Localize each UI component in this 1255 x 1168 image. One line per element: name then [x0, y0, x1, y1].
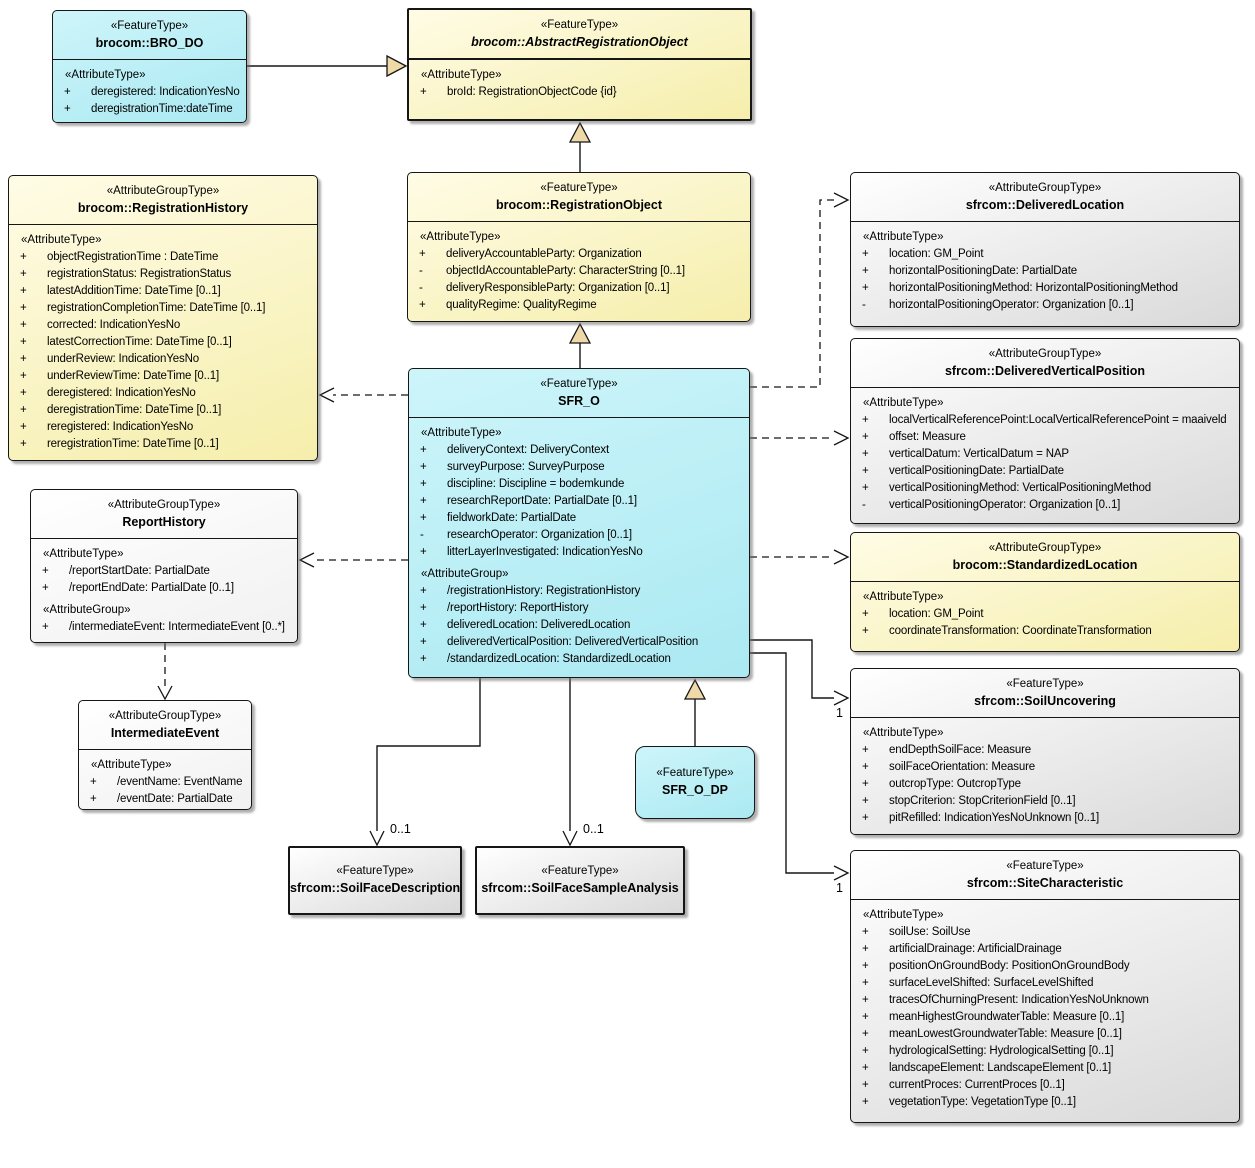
attr-visibility: + — [20, 319, 27, 331]
attr-text: horizontalPositioningDate: PartialDate — [889, 265, 1077, 277]
attr-text: tracesOfChurningPresent: IndicationYesNoUnknown — [889, 994, 1149, 1006]
class-sfr-o[interactable] — [408, 368, 750, 678]
attr-text: /standardizedLocation: StandardizedLocation — [447, 653, 671, 665]
attr-text: meanHighestGroundwaterTable: Measure [0..1] — [889, 1011, 1125, 1023]
attr-text: coordinateTransformation: CoordinateTransformation — [889, 625, 1152, 637]
attr-row — [855, 1026, 1235, 1043]
attr-visibility: + — [420, 461, 427, 473]
attr-visibility: + — [862, 465, 869, 477]
attribute-group-heading: «AttributeGroup» — [43, 604, 131, 616]
class-standardized-location[interactable] — [850, 532, 1240, 652]
class-soil-face-description[interactable] — [288, 846, 462, 915]
attr-text: verticalDatum: VerticalDatum = NAP — [889, 448, 1069, 460]
attr-text: objectRegistrationTime : DateTime — [47, 251, 219, 263]
attr-visibility: + — [862, 1062, 869, 1074]
attr-text: deliveryContext: DeliveryContext — [447, 444, 610, 456]
attr-row — [855, 1077, 1235, 1094]
attr-text: deliveryAccountableParty: Organization — [446, 248, 642, 260]
attr-visibility: + — [862, 248, 869, 260]
dependency-sfro-to-registrationhistory — [320, 388, 408, 402]
attr-row — [35, 563, 293, 580]
attr-text: meanLowestGroundwaterTable: Measure [0..1] — [889, 1028, 1122, 1040]
attr-row — [413, 651, 745, 668]
class-header — [79, 701, 251, 750]
attr-text: /reportEndDate: PartialDate [0..1] — [69, 582, 234, 594]
attr-text: soilUse: SoilUse — [889, 926, 971, 938]
class-attributes — [409, 60, 750, 105]
attr-row — [855, 280, 1235, 297]
attr-row — [13, 283, 313, 300]
attr-text: surveyPurpose: SurveyPurpose — [447, 461, 605, 473]
class-soil-face-sample-analysis[interactable] — [475, 846, 685, 915]
attr-row — [855, 412, 1235, 429]
attr-row — [413, 544, 745, 561]
attr-text: corrected: IndicationYesNo — [47, 319, 181, 331]
attr-row — [855, 941, 1235, 958]
class-attributes — [9, 225, 317, 457]
class-soil-uncovering[interactable] — [850, 668, 1240, 835]
attr-visibility: + — [90, 776, 97, 788]
class-name: brocom::RegistrationHistory — [77, 201, 249, 215]
attr-visibility: + — [862, 795, 869, 807]
attr-visibility: + — [420, 86, 427, 98]
class-name: brocom::StandardizedLocation — [952, 558, 1138, 572]
class-header — [851, 669, 1239, 718]
attr-row — [855, 429, 1235, 446]
attr-visibility: + — [420, 619, 427, 631]
attr-visibility: + — [862, 265, 869, 277]
attr-visibility: + — [862, 282, 869, 294]
attr-visibility: + — [862, 778, 869, 790]
attr-text: verticalPositioningDate: PartialDate — [889, 465, 1064, 477]
attr-visibility: + — [862, 431, 869, 443]
attr-row — [855, 1094, 1235, 1111]
multiplicity-soil-face-sample-analysis: 0..1 — [583, 822, 604, 836]
attr-text: litterLayerInvestigated: IndicationYesNo — [447, 546, 643, 558]
attributes-heading: «AttributeType» — [863, 591, 944, 603]
attr-row — [855, 246, 1235, 263]
attr-row — [855, 606, 1235, 623]
attr-row — [57, 101, 242, 118]
attr-row — [13, 317, 313, 334]
attr-row — [413, 600, 745, 617]
attr-visibility: + — [20, 438, 27, 450]
class-header — [851, 173, 1239, 222]
class-header — [290, 864, 460, 898]
attr-visibility: + — [20, 404, 27, 416]
class-stereotype: «AttributeGroupType» — [106, 185, 220, 197]
attr-text: deliveredLocation: DeliveredLocation — [447, 619, 631, 631]
attr-row — [13, 419, 313, 436]
attr-visibility: + — [20, 336, 27, 348]
attr-row — [855, 263, 1235, 280]
attr-visibility: + — [64, 86, 71, 98]
attr-visibility: + — [20, 421, 27, 433]
class-stereotype: «FeatureType» — [541, 864, 619, 877]
attr-text: localVerticalReferencePoint:LocalVerticalReferencePoint = maaiveld — [889, 414, 1227, 426]
association-sfro-to-sitecharacteristic — [750, 653, 848, 895]
class-header — [31, 490, 297, 539]
class-name: SFR_O — [558, 394, 600, 408]
attr-text: discipline: Discipline = bodemkunde — [447, 478, 625, 490]
generalization-registrationobject-to-abstract — [570, 123, 590, 172]
class-attributes — [851, 900, 1239, 1115]
attr-visibility: + — [420, 653, 427, 665]
class-sfr-o-dp[interactable] — [635, 746, 755, 819]
class-header — [477, 864, 683, 898]
class-header — [9, 176, 317, 225]
class-bro-do[interactable] — [52, 10, 247, 123]
attr-row — [855, 463, 1235, 480]
class-name: sfrcom::SoilFaceDescription — [290, 880, 461, 895]
dependency-sfro-to-reporthistory — [300, 553, 408, 567]
class-site-characteristic[interactable] — [850, 850, 1240, 1123]
attr-row — [13, 249, 313, 266]
attr-row — [413, 634, 745, 651]
attr-visibility: - — [420, 529, 424, 541]
attr-text: qualityRegime: QualityRegime — [446, 299, 597, 311]
attr-row — [855, 480, 1235, 497]
attr-text: stopCriterion: StopCriterionField [0..1] — [889, 795, 1076, 807]
class-header — [409, 10, 750, 60]
class-attributes — [851, 718, 1239, 831]
attr-row — [855, 297, 1235, 314]
generalization-sfro-to-registrationobject — [570, 324, 590, 368]
attr-text: reregistrationTime: DateTime [0..1] — [47, 438, 219, 450]
class-abstract-registration-object[interactable] — [407, 8, 752, 121]
attr-visibility: + — [20, 370, 27, 382]
attr-row — [13, 351, 313, 368]
attr-visibility: + — [862, 960, 869, 972]
attr-visibility: + — [64, 103, 71, 115]
attr-visibility: + — [419, 299, 426, 311]
class-stereotype: «AttributeGroupType» — [988, 182, 1102, 194]
attr-visibility: + — [420, 602, 427, 614]
class-registration-history[interactable] — [8, 175, 318, 461]
attributes-heading: «AttributeType» — [863, 727, 944, 739]
attr-text: horizontalPositioningOperator: Organization [0..1] — [889, 299, 1134, 311]
class-name: SFR_O_DP — [662, 782, 728, 797]
attr-row — [855, 1060, 1235, 1077]
attr-visibility: + — [862, 414, 869, 426]
attr-row — [413, 527, 745, 544]
attr-text: registrationStatus: RegistrationStatus — [47, 268, 232, 280]
attr-row — [13, 436, 313, 453]
attr-text: underReview: IndicationYesNo — [47, 353, 199, 365]
attr-visibility: + — [20, 353, 27, 365]
attr-row — [855, 497, 1235, 514]
attr-visibility: + — [862, 1079, 869, 1091]
attr-row — [13, 266, 313, 283]
attr-text: broId: RegistrationObjectCode {id} — [447, 86, 617, 98]
attr-text: endDepthSoilFace: Measure — [889, 744, 1031, 756]
attr-row — [412, 280, 746, 297]
attr-text: artificialDrainage: ArtificialDrainage — [889, 943, 1062, 955]
attr-visibility: + — [20, 285, 27, 297]
attributes-heading: «AttributeType» — [421, 69, 502, 81]
attr-text: verticalPositioningOperator: Organization [0..1] — [889, 499, 1121, 511]
attr-visibility: + — [862, 926, 869, 938]
attr-visibility: + — [862, 608, 869, 620]
attr-text: deliveredVerticalPosition: DeliveredVerticalPosition — [447, 636, 699, 648]
attr-row — [13, 368, 313, 385]
attr-visibility: + — [862, 1028, 869, 1040]
class-stereotype: «FeatureType» — [540, 182, 618, 194]
attr-row — [855, 1009, 1235, 1026]
attr-visibility: + — [862, 1045, 869, 1057]
attr-visibility: + — [20, 387, 27, 399]
attr-visibility: + — [419, 248, 426, 260]
attr-visibility: + — [20, 251, 27, 263]
multiplicity-site-characteristic: 1 — [836, 881, 843, 895]
class-intermediate-event[interactable] — [78, 700, 252, 810]
class-stereotype: «FeatureType» — [110, 20, 189, 32]
attr-text: location: GM_Point — [889, 248, 984, 260]
attr-row — [855, 975, 1235, 992]
attr-row — [83, 774, 247, 791]
dependency-reporthistory-to-intermediateevent — [158, 643, 172, 699]
attr-row — [413, 459, 745, 476]
attr-row — [13, 334, 313, 351]
class-header — [53, 11, 246, 60]
attr-visibility: + — [420, 512, 427, 524]
attr-row — [412, 246, 746, 263]
generalization-bro-do-to-abstract — [247, 56, 406, 76]
attr-visibility: + — [420, 546, 427, 558]
attr-visibility: + — [42, 582, 49, 594]
dependency-sfro-to-standardizedlocation — [750, 550, 848, 564]
attr-visibility: - — [862, 299, 866, 311]
class-stereotype: «AttributeGroupType» — [108, 710, 222, 722]
attr-visibility: + — [862, 448, 869, 460]
attr-visibility: + — [862, 1011, 869, 1023]
attr-row — [413, 442, 745, 459]
attr-row — [413, 510, 745, 527]
class-report-history[interactable] — [30, 489, 298, 643]
attr-text: soilFaceOrientation: Measure — [889, 761, 1036, 773]
generalization-sfrodp-to-sfro — [685, 680, 705, 746]
attr-text: /eventDate: PartialDate — [117, 793, 233, 805]
class-attributes — [31, 539, 297, 640]
class-name: brocom::AbstractRegistrationObject — [471, 35, 688, 49]
association-sfro-to-soilfacedescription — [370, 678, 480, 845]
attributes-heading: «AttributeType» — [863, 909, 944, 921]
attributes-heading: «AttributeType» — [863, 231, 944, 243]
attr-text: /eventName: EventName — [117, 776, 243, 788]
attributes-heading: «AttributeType» — [21, 234, 102, 246]
attr-text: fieldworkDate: PartialDate — [447, 512, 577, 524]
class-header — [409, 369, 749, 418]
attr-row — [855, 446, 1235, 463]
attr-row — [412, 263, 746, 280]
attr-visibility: + — [42, 621, 49, 633]
class-stereotype: «AttributeGroupType» — [107, 499, 221, 511]
class-stereotype: «FeatureType» — [656, 766, 734, 779]
attr-text: offset: Measure — [889, 431, 966, 443]
attr-row — [855, 759, 1235, 776]
attr-visibility: + — [20, 302, 27, 314]
attr-text: deliveryResponsibleParty: Organization [0..1] — [446, 282, 670, 294]
class-attributes — [851, 222, 1239, 318]
attr-text: horizontalPositioningMethod: HorizontalPositioningMethod — [889, 282, 1178, 294]
attr-text: objectIdAccountableParty: CharacterString [0..1] — [446, 265, 685, 277]
attr-text: verticalPositioningMethod: VerticalPositioningMethod — [889, 482, 1151, 494]
attr-text: /reportHistory: ReportHistory — [447, 602, 589, 614]
attr-text: currentProces: CurrentProces [0..1] — [889, 1079, 1065, 1091]
attr-visibility: + — [862, 761, 869, 773]
attr-text: deregistered: IndicationYesNo — [91, 86, 240, 98]
attr-text: reregistered: IndicationYesNo — [47, 421, 194, 433]
multiplicity-soil-face-description: 0..1 — [390, 822, 411, 836]
class-name: sfrcom::DeliveredLocation — [965, 198, 1125, 212]
attr-text: hydrologicalSetting: HydrologicalSetting [0..1] — [889, 1045, 1114, 1057]
attr-text: landscapeElement: LandscapeElement [0..1] — [889, 1062, 1112, 1074]
class-stereotype: «FeatureType» — [336, 864, 414, 877]
attributes-heading: «AttributeType» — [91, 759, 172, 771]
attr-row — [855, 958, 1235, 975]
class-attributes — [79, 750, 251, 810]
attr-text: /reportStartDate: PartialDate — [69, 565, 210, 577]
attr-row — [35, 580, 293, 597]
attr-row — [855, 793, 1235, 810]
attr-row — [413, 84, 746, 101]
attributes-heading: «AttributeType» — [65, 69, 146, 81]
attr-visibility: + — [862, 977, 869, 989]
class-header — [851, 851, 1239, 900]
attributes-heading: «AttributeType» — [43, 548, 124, 560]
attr-visibility: + — [20, 268, 27, 280]
dependency-sfro-to-deliveredverticalposition — [750, 431, 848, 445]
class-name: sfrcom::SoilUncovering — [974, 694, 1116, 708]
attr-row — [83, 791, 247, 808]
class-attributes — [53, 60, 246, 122]
attr-visibility: + — [420, 478, 427, 490]
association-sfro-to-soiluncovering — [750, 640, 848, 720]
attributes-heading: «AttributeType» — [863, 397, 944, 409]
class-header — [408, 173, 750, 222]
class-attributes — [851, 388, 1239, 518]
class-name: ReportHistory — [122, 515, 206, 529]
attr-visibility: + — [420, 444, 427, 456]
class-header — [851, 339, 1239, 388]
attr-text: latestAdditionTime: DateTime [0..1] — [47, 285, 221, 297]
class-stereotype: «FeatureType» — [1006, 678, 1084, 690]
attr-text: vegetationType: VegetationType [0..1] — [889, 1096, 1076, 1108]
attr-visibility: + — [862, 1096, 869, 1108]
class-stereotype: «AttributeGroupType» — [988, 348, 1102, 360]
class-attributes — [408, 222, 750, 318]
attr-row — [413, 617, 745, 634]
attr-text: deregistrationTime:dateTime — [91, 103, 233, 115]
attr-visibility: + — [862, 744, 869, 756]
attr-visibility: + — [90, 793, 97, 805]
attr-text: /registrationHistory: RegistrationHistory — [447, 585, 641, 597]
class-header — [636, 766, 754, 800]
class-name: sfrcom::DeliveredVerticalPosition — [944, 364, 1146, 378]
dependency-sfro-to-deliveredlocation — [750, 193, 848, 387]
attr-text: deregistrationTime: DateTime [0..1] — [47, 404, 222, 416]
attr-visibility: + — [862, 943, 869, 955]
attr-row — [855, 1043, 1235, 1060]
class-stereotype: «FeatureType» — [540, 378, 618, 390]
attr-text: surfaceLevelShifted: SurfaceLevelShifted — [889, 977, 1094, 989]
attr-row — [412, 297, 746, 314]
class-registration-object[interactable] — [407, 172, 751, 322]
class-delivered-vertical-position[interactable] — [850, 338, 1240, 524]
attr-row — [413, 583, 745, 600]
attr-visibility: + — [420, 495, 427, 507]
attr-row — [413, 493, 745, 510]
attr-visibility: + — [42, 565, 49, 577]
class-delivered-location[interactable] — [850, 172, 1240, 327]
class-stereotype: «AttributeGroupType» — [988, 542, 1102, 554]
class-name: sfrcom::SiteCharacteristic — [966, 876, 1124, 890]
attr-visibility: + — [862, 994, 869, 1006]
attr-row — [13, 402, 313, 419]
attr-visibility: - — [419, 282, 423, 294]
class-header — [851, 533, 1239, 582]
class-attributes — [409, 418, 749, 672]
multiplicity-soil-uncovering: 1 — [836, 706, 843, 720]
attr-row — [855, 742, 1235, 759]
attr-row — [855, 992, 1235, 1009]
attr-text: researchReportDate: PartialDate [0..1] — [447, 495, 637, 507]
attr-row — [855, 623, 1235, 640]
attr-visibility: - — [419, 265, 423, 277]
attr-row — [855, 924, 1235, 941]
class-stereotype: «FeatureType» — [1006, 860, 1084, 872]
attr-text: registrationCompletionTime: DateTime [0..1] — [47, 302, 266, 314]
attr-visibility: + — [420, 636, 427, 648]
attr-visibility: + — [862, 482, 869, 494]
attr-text: pitRefilled: IndicationYesNoUnknown [0..1] — [889, 812, 1099, 824]
attr-row — [13, 385, 313, 402]
attribute-group-heading: «AttributeGroup» — [421, 568, 509, 580]
class-stereotype: «FeatureType» — [540, 19, 619, 31]
class-name: sfrcom::SoilFaceSampleAnalysis — [481, 880, 679, 895]
attr-visibility: + — [862, 625, 869, 637]
attr-visibility: + — [862, 812, 869, 824]
class-name: brocom::BRO_DO — [95, 36, 204, 50]
class-attributes — [851, 582, 1239, 644]
attr-text: outcropType: OutcropType — [889, 778, 1021, 790]
attr-row — [855, 776, 1235, 793]
attr-text: underReviewTime: DateTime [0..1] — [47, 370, 220, 382]
attr-row — [413, 476, 745, 493]
attr-text: latestCorrectionTime: DateTime [0..1] — [47, 336, 232, 348]
attr-text: positionOnGroundBody: PositionOnGroundBody — [889, 960, 1130, 972]
class-name: brocom::RegistrationObject — [496, 198, 662, 212]
attr-text: location: GM_Point — [889, 608, 984, 620]
attr-visibility: + — [420, 585, 427, 597]
attr-row — [855, 810, 1235, 827]
attr-visibility: - — [862, 499, 866, 511]
attr-row — [57, 84, 242, 101]
attributes-heading: «AttributeType» — [421, 427, 502, 439]
association-sfro-to-soilfacesampleanalysis — [563, 678, 604, 845]
attributes-heading: «AttributeType» — [420, 231, 501, 243]
class-name: IntermediateEvent — [110, 726, 220, 740]
attr-text: deregistered: IndicationYesNo — [47, 387, 196, 399]
attr-text: researchOperator: Organization [0..1] — [447, 529, 632, 541]
attr-row — [13, 300, 313, 317]
attr-text: /intermediateEvent: IntermediateEvent [0..*] — [69, 621, 285, 633]
attr-row — [35, 619, 293, 636]
